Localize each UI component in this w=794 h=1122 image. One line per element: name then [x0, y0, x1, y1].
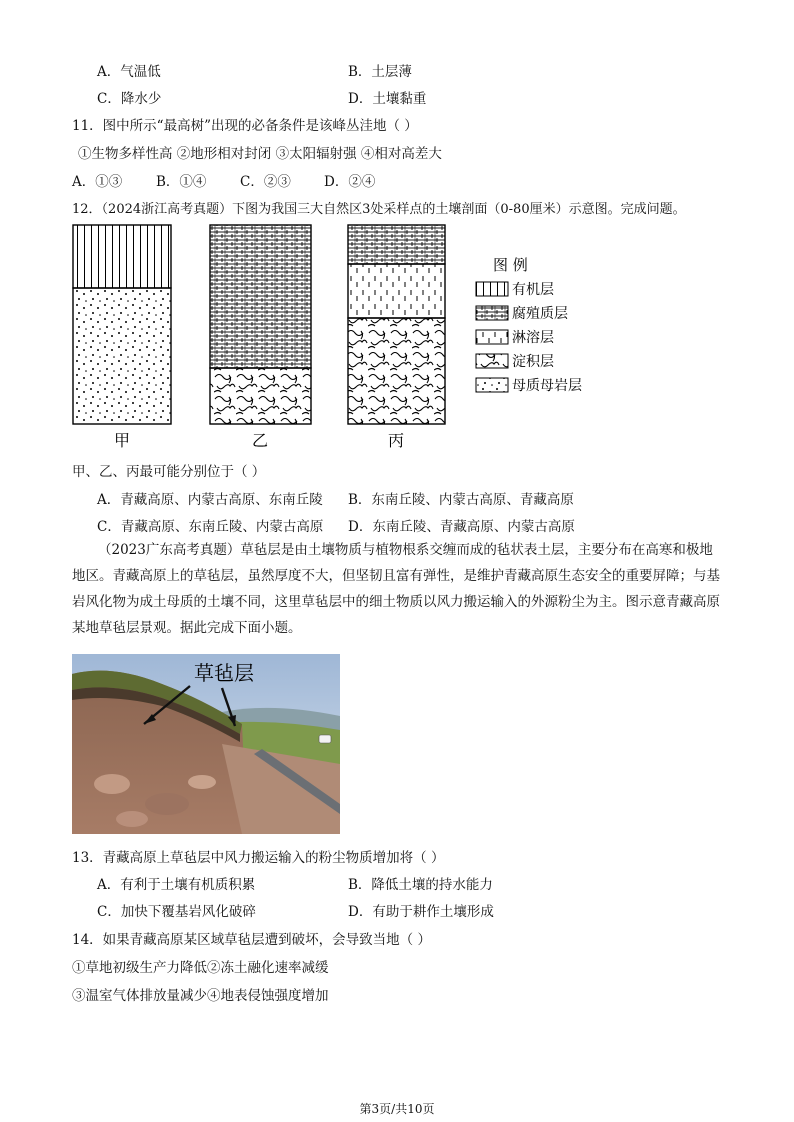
legend-title: 图 例 [493, 256, 528, 274]
profile-bing [348, 225, 445, 424]
q11-option-d: D．②④ [324, 174, 376, 190]
grass-felt-layer-photo [72, 654, 340, 834]
q10-option-c: C．降水少 [97, 91, 162, 107]
q12-option-a: A．青藏高原、内蒙古高原、东南丘陵 [97, 492, 323, 508]
q10-option-a: A．气温低 [97, 64, 161, 80]
q10-option-b: B．土层薄 [348, 64, 412, 80]
passage: （2023广东高考真题）草毡层是由土壤物质与植物根系交缠而成的毡状表土层，主要分布在高寒和极地地区。青藏高原上的草毡层，虽然厚度不大，但坚韧且富有弹性，是维护青藏高原生态安全的重要屏障；与基岩风化物为成土母质的土壤不同，这里草毡层中的细土物质以风力搬运输入的外源粉尘为主。图示意青藏高原某地草毡层景观。据此完成下面小题。 [72, 542, 720, 636]
q13-stem: 13．青藏高原上草毡层中风力搬运输入的粉尘物质增加将（ ） [72, 850, 445, 866]
legend-parent-material: 母质母岩层 [512, 378, 582, 394]
label-jia: 甲 [113, 431, 131, 450]
q12-option-d: D．东南丘陵、青藏高原、内蒙古高原 [348, 519, 575, 535]
label-yi: 乙 [251, 431, 269, 450]
label-bing: 丙 [387, 431, 405, 450]
q12-option-c: C．青藏高原、东南丘陵、内蒙古高原 [97, 519, 324, 535]
q12-question: 甲、乙、丙最可能分别位于（ ） [72, 464, 266, 480]
page-number: 第3页/共10页 [359, 1102, 435, 1116]
profile-yi [210, 225, 311, 424]
legend-illuviation: 淀积层 [512, 354, 554, 370]
q10-option-d: D．土壤黏重 [348, 91, 427, 107]
q12-stem: 12．（2024浙江高考真题）下图为我国三大自然区3处采样点的土壤剖面（0-80厘米）示意图。完成问题。 [72, 202, 686, 217]
q14-statements-2: ③温室气体排放量减少④地表侵蚀强度增加 [72, 988, 329, 1004]
q11-statements: ①生物多样性高 ②地形相对封闭 ③太阳辐射强 ④相对高差大 [78, 146, 442, 162]
q11-option-b: B．①④ [156, 174, 207, 190]
q13-option-a: A．有利于土壤有机质积累 [97, 877, 256, 893]
legend-humus: 腐殖质层 [512, 306, 568, 322]
q14-statements-1: ①草地初级生产力降低②冻土融化速率减缓 [72, 960, 329, 976]
profile-jia [73, 225, 171, 424]
q13-option-b: B．降低土壤的持水能力 [348, 877, 493, 893]
legend-organic: 有机层 [512, 282, 554, 298]
legend-eluviation: 淋溶层 [512, 330, 554, 346]
q11-option-c: C．②③ [240, 174, 291, 190]
soil-profile-diagram [60, 218, 620, 458]
photo-label: 草毡层 [194, 661, 254, 685]
q14-stem: 14．如果青藏高原某区域草毡层遭到破坏，会导致当地（ ） [72, 932, 431, 948]
legend [476, 256, 582, 394]
q12-option-b: B．东南丘陵、内蒙古高原、青藏高原 [348, 492, 574, 508]
q11-stem: 11．图中所示“最高树”出现的必备条件是该峰丛洼地（ ） [72, 118, 418, 134]
q13-option-c: C．加快下覆基岩风化破碎 [97, 904, 256, 920]
q13-option-d: D．有助于耕作土壤形成 [348, 904, 494, 920]
q11-option-a: A．①③ [72, 174, 123, 190]
